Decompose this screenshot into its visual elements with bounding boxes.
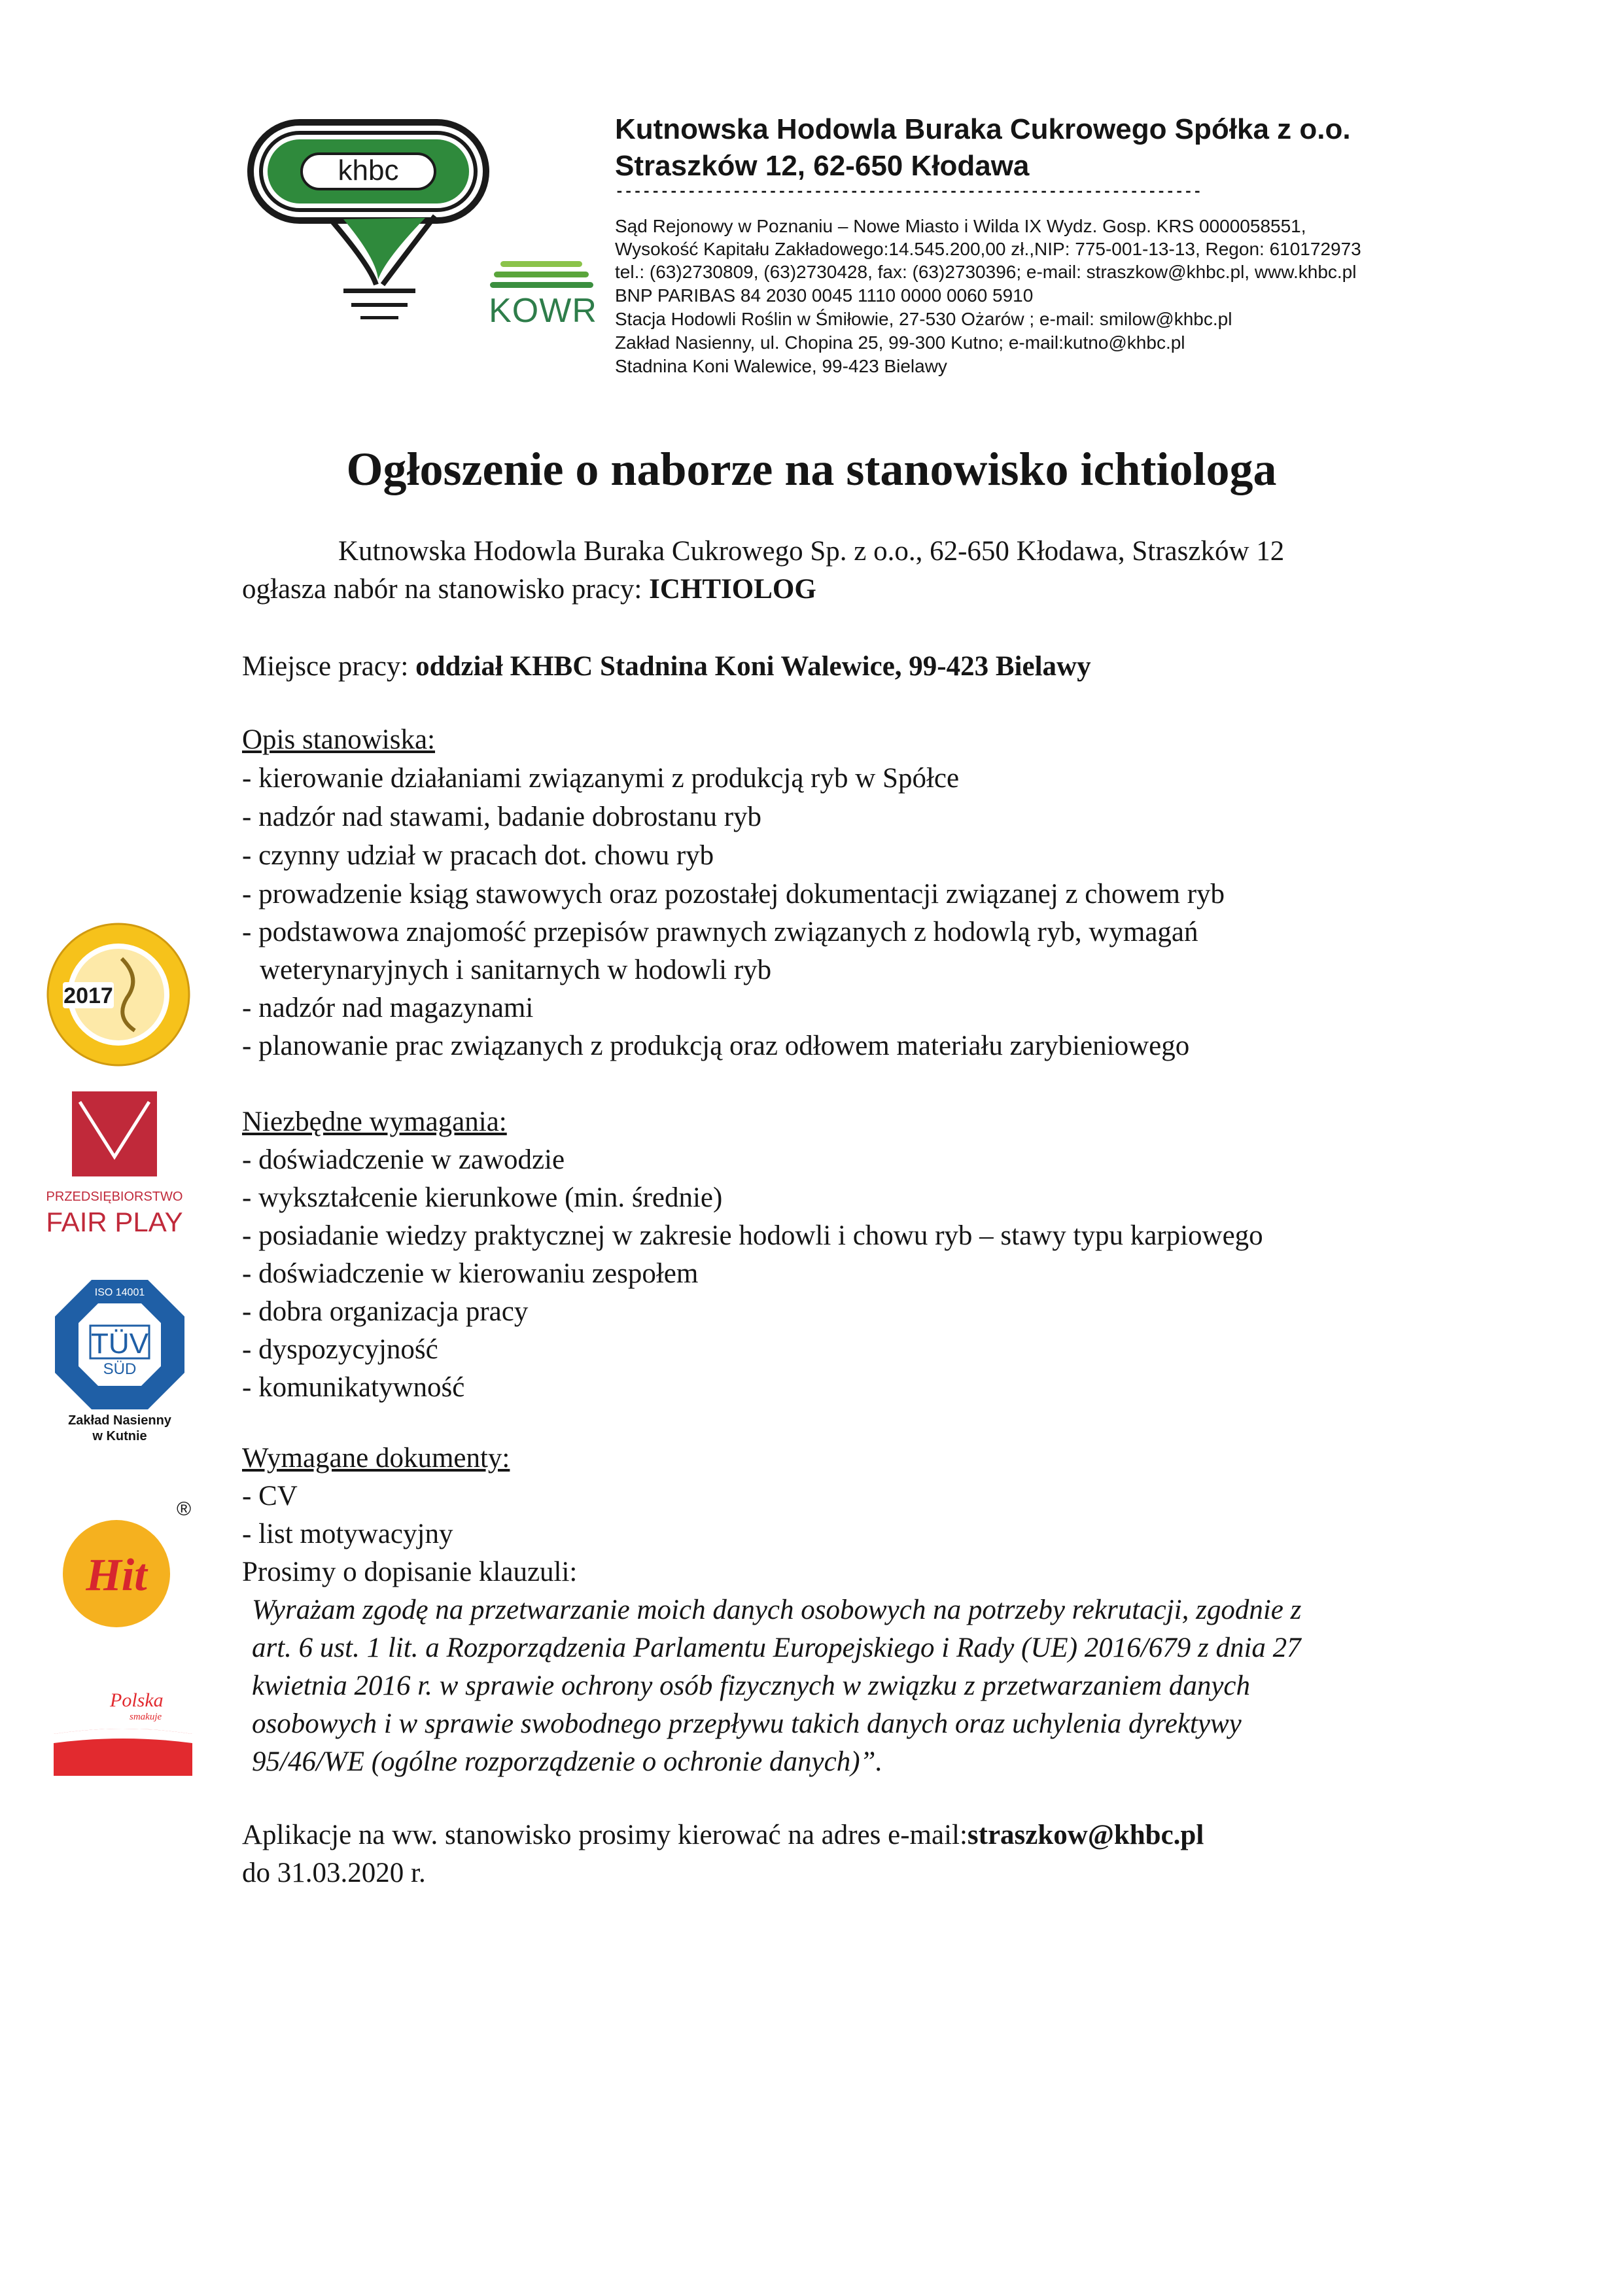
requirement-item: - dobra organizacja pracy xyxy=(242,1296,529,1327)
application-line-1 xyxy=(242,1819,1204,1851)
application-deadline: do 31.03.2020 r. xyxy=(242,1858,426,1888)
badge-year: 2017 xyxy=(63,983,113,1008)
polska-smakuje-badge xyxy=(51,1689,195,1788)
fair-play-badge xyxy=(36,1091,193,1248)
application-prefix: Aplikacje na ww. stanowisko prosimy kierować na adres e-mail: xyxy=(242,1820,968,1850)
requirement-item: - komunikatywność xyxy=(242,1372,465,1403)
requirement-item: - posiadanie wiedzy praktycznej w zakresie hodowli i chowu ryb – stawy typu karpiowego xyxy=(242,1220,1263,1251)
requirement-item: - dyspozycyjność xyxy=(242,1334,438,1365)
quality-2017-badge xyxy=(43,919,194,1070)
document-item: - list motywacyjny xyxy=(242,1519,453,1549)
hit-text: Hit xyxy=(86,1550,147,1600)
tuv-sub-text: SÜD xyxy=(103,1360,137,1378)
tuv-caption-2: w Kutnie xyxy=(92,1429,147,1443)
position-name: ICHTIOLOG xyxy=(649,574,816,605)
requirement-item: - wykształcenie kierunkowe (min. średnie) xyxy=(242,1182,723,1213)
info-smilow: Stacja Hodowli Roślin w Śmiłowie, 27-530 Ożarów ; e-mail: smilow@khbc.pl xyxy=(615,309,1232,329)
requirements-heading: Niezbędne wymagania: xyxy=(242,1106,507,1137)
tuv-sud-badge xyxy=(51,1276,188,1446)
workplace-value: oddział KHBC Stadnina Koni Walewice, 99-423 Bielawy xyxy=(415,651,1091,682)
clause-line: art. 6 ust. 1 lit. a Rozporządzenia Parlamentu Europejskiego i Rady (UE) 2016/679 z dnia 27 xyxy=(252,1633,1301,1663)
fair-play-small: PRZEDSIĘBIORSTWO xyxy=(46,1190,183,1204)
application-email: straszkow@khbc.pl xyxy=(967,1820,1204,1850)
page-title: Ogłoszenie o naborze na stanowisko ichtiologa xyxy=(346,443,1277,495)
clause-line: osobowych i w sprawie swobodnego przepływu takich danych oraz uchylenia dyrektywy xyxy=(252,1708,1242,1739)
description-item-continued: weterynaryjnych i sanitarnych w hodowli ryb xyxy=(260,955,772,985)
info-bank: BNP PARIBAS 84 2030 0045 1110 0000 0060 5910 xyxy=(615,285,1034,306)
intro-line-2 xyxy=(242,573,816,605)
tuv-top-text: ISO 14001 xyxy=(94,1287,145,1298)
intro-line-1: Kutnowska Hodowla Buraka Cukrowego Sp. z o.o., 62-650 Kłodawa, Straszków 12 xyxy=(338,536,1285,567)
tuv-icon xyxy=(51,1276,188,1413)
clause-line: Wyrażam zgodę na przetwarzanie moich danych osobowych na potrzeby rekrutacji, zgodnie z xyxy=(252,1595,1302,1625)
intro-prefix: ogłasza nabór na stanowisko pracy: xyxy=(242,574,650,605)
requirement-item: - doświadczenie w kierowaniu zespołem xyxy=(242,1258,699,1289)
info-capital: Wysokość Kapitału Zakładowego:14.545.200,00 zł.,NIP: 775-001-13-13, Regon: 610172973 xyxy=(615,239,1361,259)
company-name: Kutnowska Hodowla Buraka Cukrowego Spółka z o.o. xyxy=(615,113,1351,145)
fair-play-icon xyxy=(72,1091,157,1176)
workplace-line xyxy=(242,650,1091,682)
clause-line: kwietnia 2016 r. w sprawie ochrony osób fizycznych w związku z przetwarzaniem danych xyxy=(252,1670,1251,1701)
workplace-label: Miejsce pracy: xyxy=(242,651,416,682)
description-item: - czynny udział w pracach dot. chowu ryb xyxy=(242,840,714,871)
info-kutno: Zakład Nasienny, ul. Chopina 25, 99-300 Kutno; e-mail:kutno@khbc.pl xyxy=(615,332,1185,353)
info-court: Sąd Rejonowy w Poznaniu – Nowe Miasto i Wilda IX Wydz. Gosp. KRS 0000058551, xyxy=(615,216,1306,236)
description-item: - nadzór nad magazynami xyxy=(242,993,534,1023)
documents-heading: Wymagane dokumenty: xyxy=(242,1443,510,1474)
registered-mark: ® xyxy=(177,1498,192,1520)
info-walewice: Stadnina Koni Walewice, 99-423 Bielawy xyxy=(615,356,947,376)
tuv-caption-1: Zakład Nasienny xyxy=(68,1413,171,1428)
requirement-item: - doświadczenie w zawodzie xyxy=(242,1144,565,1175)
fair-play-big: FAIR PLAY xyxy=(46,1207,183,1237)
company-address: Straszków 12, 62-650 Kłodawa xyxy=(615,150,1030,182)
kowr-text: KOWR xyxy=(489,292,597,330)
clause-line: 95/46/WE (ogólne rozporządzenie o ochronie danych)”. xyxy=(252,1746,883,1777)
description-heading: Opis stanowiska: xyxy=(242,724,436,755)
header-divider: ----------------------------------------------------------------- xyxy=(615,183,1202,200)
description-item: - kierowanie działaniami związanymi z produkcją ryb w Spółce xyxy=(242,763,960,794)
polska-flag-icon xyxy=(51,1729,195,1781)
description-item: - podstawowa znajomość przepisów prawnych związanych z hodowlą ryb, wymagań xyxy=(242,917,1198,947)
clause-intro: Prosimy o dopisanie klauzuli: xyxy=(242,1557,578,1587)
polska-text: Polska xyxy=(110,1689,164,1711)
tuv-main-text: TÜV xyxy=(91,1328,148,1360)
logo-text: khbc xyxy=(338,154,399,186)
hit-icon xyxy=(51,1498,188,1629)
document-item: - CV xyxy=(242,1481,298,1511)
description-item: - prowadzenie ksiąg stawowych oraz pozostałej dokumentacji związanej z chowem ryb xyxy=(242,879,1225,910)
polska-sub-text: smakuje xyxy=(130,1712,162,1722)
hit-badge xyxy=(51,1498,201,1629)
info-contact: tel.: (63)2730809, (63)2730428, fax: (63)2730396; e-mail: straszkow@khbc.pl, www.khbc.pl xyxy=(615,262,1357,282)
description-item: - planowanie prac związanych z produkcją oraz odłowem materiału zarybieniowego xyxy=(242,1031,1190,1061)
kowr-logo xyxy=(487,258,599,337)
description-item: - nadzór nad stawami, badanie dobrostanu ryb xyxy=(242,802,762,832)
